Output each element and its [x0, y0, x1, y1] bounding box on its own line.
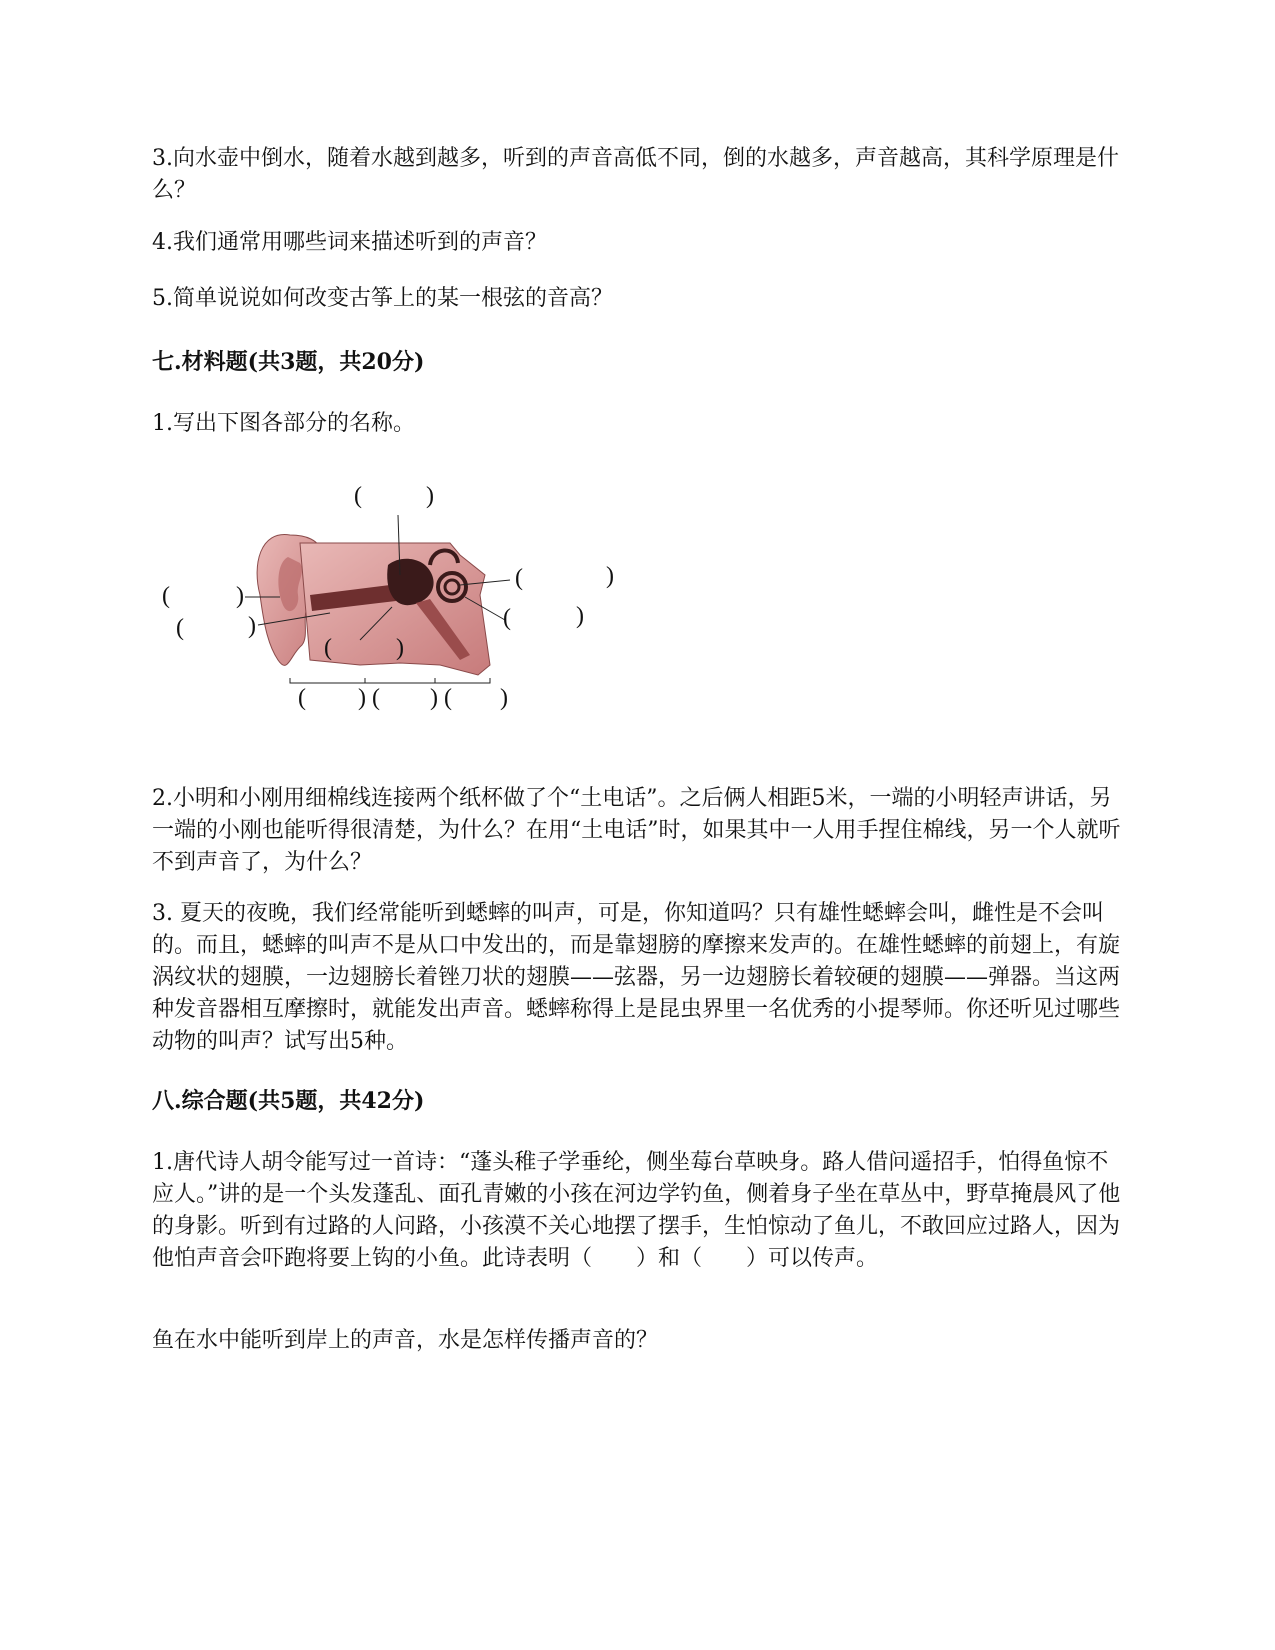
question-6-5: 5.简单说说如何改变古筝上的某一根弦的音高？	[152, 286, 613, 311]
ear-diagram	[160, 483, 660, 755]
blank-bottom2-open: (	[372, 685, 380, 711]
blank-left1-open: (	[162, 583, 170, 609]
ear-illustration	[160, 495, 660, 755]
blank-left2-close: )	[248, 613, 256, 639]
question-6-4: 4.我们通常用哪些词来描述听到的声音？	[152, 230, 547, 255]
question-8-1-followup: 鱼在水中能听到岸上的声音，水是怎样传播声音的？	[152, 1328, 659, 1353]
question-7-2: 2.小明和小刚用细棉线连接两个纸杯做了个“土电话”。之后俩人相距5米，一端的小明轻声讲话，另一端的小刚也能听得很清楚，为什么？在用“土电话”时，如果其中一人用手捏住棉线，另一个人就听不到声音了，为什么？	[152, 786, 1121, 875]
blank-bottom3-close: )	[500, 685, 508, 711]
blank-center-open: (	[324, 635, 332, 661]
blank-right2-close: )	[576, 603, 584, 629]
section-7-heading: 七.材料题(共3题，共20分)	[152, 349, 425, 375]
blank-bottom1-close: )	[358, 685, 366, 711]
question-7-3: 3. 夏天的夜晚，我们经常能听到蟋蟀的叫声，可是，你知道吗？只有雄性蟋蟀会叫，雌性是不会叫的。而且，蟋蟀的叫声不是从口中发出的，而是靠翅膀的摩擦来发声的。在雄性蟋蟀的前翅上，有旋涡纹状的翅膜，一边翅膀长着锉刀状的翅膜——弦器，另一边翅膀长着较硬的翅膜——弹器。当这两种发音器相互摩擦时，就能发出声音。蟋蟀称得上是昆虫界里一名优秀的小提琴师。你还听见过哪些动物的叫声？试写出5种。	[152, 901, 1121, 1054]
question-8-1: 1.唐代诗人胡令能写过一首诗：“蓬头稚子学垂纶，侧坐莓台草映身。路人借问遥招手，怕得鱼惊不应人。”讲的是一个头发蓬乱、面孔青嫩的小孩在河边学钓鱼，侧着身子坐在草丛中，野草掩晨风了他的身影。听到有过路的人问路，小孩漠不关心地摆了摆手，生怕惊动了鱼儿，不敢回应过路人，因为他怕声音会吓跑将要上钩的小鱼。此诗表明（ ）和（ ）可以传声。	[152, 1150, 1121, 1271]
blank-right1-close: )	[606, 563, 614, 589]
blank-top-open: (	[354, 483, 362, 509]
blank-center-close: )	[396, 635, 404, 661]
blank-right2-open: (	[503, 605, 511, 631]
blank-top-close: )	[426, 483, 434, 509]
blank-bottom2-close: )	[430, 685, 438, 711]
blank-right1-open: (	[515, 565, 523, 591]
blank-bottom1-open: (	[298, 685, 306, 711]
question-6-3: 3.向水壶中倒水，随着水越到越多，听到的声音高低不同，倒的水越多，声音越高，其科学原理是什么？	[152, 146, 1119, 203]
blank-bottom3-open: (	[444, 685, 452, 711]
section-8-heading: 八.综合题(共5题，共42分)	[152, 1088, 425, 1114]
blank-left2-open: (	[176, 615, 184, 641]
question-7-1: 1.写出下图各部分的名称。	[152, 411, 415, 436]
blank-left1-close: )	[236, 583, 244, 609]
